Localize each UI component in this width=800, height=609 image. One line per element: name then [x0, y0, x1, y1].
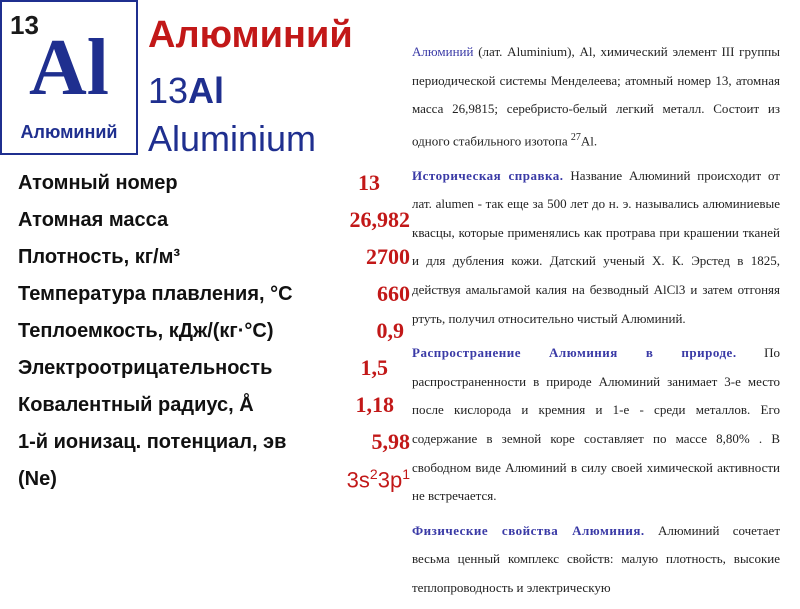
electron-config-value	[347, 466, 410, 493]
physical-text: Алюминий сочетает весьма ценный комплекс свойств: малую плотность, высокие теплопроводность и электрическую	[412, 522, 780, 596]
property-value: 5,98	[371, 429, 410, 454]
property-label: Атомная масса	[18, 209, 169, 231]
property-value: 26,982	[349, 207, 410, 232]
tile-symbol: Al	[29, 24, 109, 112]
intro-text-end: Al.	[580, 133, 598, 149]
electron-config-row	[18, 464, 410, 501]
history-text: Название Алюминий происходит от лат. alumen - так еще за 500 лет до н. э. назывались алюминиевые квасцы, которые применялись как протрава при крашении тканей и для дубления кожи. Датский ученый X. К. Эрстед в 1825, действуя амальгамой калия на безводный AlCl3 и затем отгоняя ртуть, получил относительно чистый Алюминий.	[412, 167, 780, 326]
history-heading: Историческая справка.	[412, 167, 564, 183]
property-value: 13	[358, 170, 380, 195]
occurrence-paragraph	[412, 339, 780, 511]
element-latin-name: Aluminium	[148, 118, 317, 159]
intro-paragraph	[412, 38, 780, 156]
property-label: Атомный номер	[18, 172, 178, 194]
intro-lead: Алюминий	[412, 44, 474, 59]
heading-symbol: Al	[188, 70, 225, 111]
occurrence-heading: Распространение Алюминия в природе.	[412, 345, 737, 361]
property-label: Теплоемкость, кДж/(кг·°С)	[18, 320, 274, 342]
property-row	[18, 205, 410, 242]
property-value: 0,9	[376, 318, 404, 343]
property-label: Плотность, кг/м³	[18, 246, 181, 268]
history-paragraph	[412, 162, 780, 334]
tile-element-name: Алюминий	[20, 122, 118, 142]
article-column	[412, 38, 780, 609]
property-row	[18, 242, 410, 279]
orbital-3p: 3p	[377, 467, 403, 493]
property-row	[18, 427, 410, 464]
physical-paragraph	[412, 517, 780, 603]
element-number-symbol	[148, 70, 224, 112]
property-row	[18, 390, 410, 427]
property-value: 1,18	[355, 392, 394, 417]
orbital-3p-exponent: 1	[402, 466, 410, 482]
isotope-mass: 27	[570, 131, 581, 143]
property-label: 1-й ионизац. потенциал, эв	[18, 431, 287, 453]
property-row	[18, 168, 410, 205]
heading-number: 13	[148, 70, 189, 111]
property-value: 660	[377, 281, 410, 306]
property-value: 1,5	[360, 355, 388, 380]
property-row	[18, 353, 410, 390]
electron-config-label: (Ne)	[18, 468, 57, 490]
properties-table	[18, 168, 410, 501]
property-label: Ковалентный радиус, Å	[18, 394, 254, 416]
element-tile	[0, 0, 138, 155]
physical-heading: Физические свойства Алюминия.	[412, 522, 645, 538]
element-title: Алюминий	[148, 14, 353, 56]
property-row	[18, 316, 410, 353]
property-label: Температура плавления, °С	[18, 283, 293, 305]
intro-text: (лат. Aluminium), Al, химический элемент III группы периодической системы Менделеева; атомный номер 13, атомная масса 26,9815; серебристо-белый легкий металл. Состоит из одного стабильного изотопа	[412, 44, 780, 149]
property-value: 2700	[366, 244, 410, 269]
tile-atomic-number: 13	[10, 10, 39, 40]
occurrence-text: По распространенности в природе Алюминий занимает 3-е место после кислорода и кремния и 1-е - среди металлов. Его содержание в земной коре составляет по массе 8,80% . В свободном виде Алюминий в силу своей химической активности не встречается.	[412, 345, 780, 504]
orbital-3s-exponent: 2	[369, 466, 378, 482]
property-label: Электроотрицательность	[18, 357, 273, 379]
property-row	[18, 279, 410, 316]
orbital-3s: 3s	[346, 467, 370, 493]
